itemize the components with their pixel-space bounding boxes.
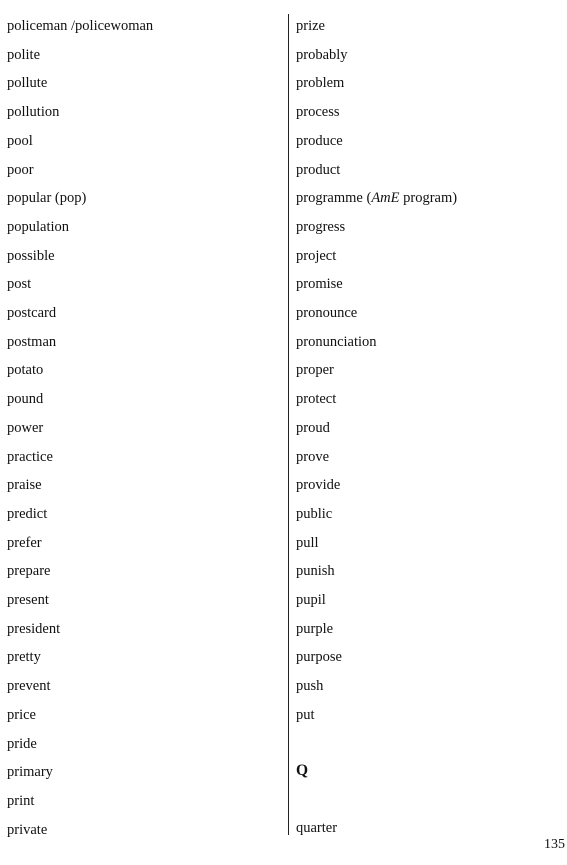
word-entry: product [296,161,341,178]
word-entry: price [7,706,36,723]
word-entry: promise [296,276,343,293]
word-entry: public [296,505,333,522]
word-entry: programme (AmE program) [296,190,458,207]
word-entry: protect [296,391,337,408]
word-entry: pronunciation [296,333,377,350]
word-entry: push [296,678,324,695]
word-entry: purple [296,620,334,637]
word-entry: prize [296,18,325,34]
variant-word: program) [399,190,458,207]
word-entry: potato [7,362,44,379]
variant-open: ( [362,190,372,207]
word-entry: primary [7,764,53,781]
word-quarter: quarter [296,820,338,836]
word-entry: pound [7,391,44,408]
word-entry: population [7,218,70,235]
word-entry: poor [7,161,34,178]
word-entry: power [7,419,44,436]
word-entry: possible [7,247,55,264]
word-entry: problem [296,75,345,92]
word-entry: punish [296,563,335,580]
word-entry: president [7,620,61,637]
word-entry: proud [296,419,330,436]
word-entry: provide [296,477,341,494]
word-entry: process [296,104,340,121]
word-entry: probably [296,46,348,63]
word-entry: popular (pop) [7,190,87,207]
word-entry: postman [7,333,57,350]
word-entry: print [7,792,35,809]
word-entry: purpose [296,649,342,666]
word-entry: prove [296,448,330,465]
word-entry: praise [7,477,42,494]
section-letter-q: Q [296,762,309,779]
word-entry: pull [296,534,319,551]
word-entry: practice [7,448,53,465]
word-entry: predict [7,505,48,522]
word-entry: pronounce [296,305,358,321]
word-entry: proper [296,362,334,379]
word-entry: private [7,821,48,838]
word-entry: prefer [7,534,42,551]
word-entry: polite [7,46,41,63]
page-number: 135 [544,837,565,852]
word-entry: policeman /policewoman [7,18,154,34]
column-divider [288,14,289,835]
word-entry: put [296,706,315,723]
word-entry: pollution [7,104,60,121]
word-entry: pupil [296,592,326,608]
word-entry: produce [296,132,343,149]
word-entry: present [7,592,49,608]
variant-region: AmE [371,190,400,207]
word-entry: pool [7,132,33,149]
word-entry: postcard [7,305,57,321]
word-entry: pretty [7,649,41,666]
word-entry: pollute [7,75,48,92]
word-entry: prevent [7,678,51,695]
word-entry: progress [296,218,346,235]
word-entry: pride [7,735,37,752]
word-entry: prepare [7,563,51,580]
word-entry: post [7,276,32,293]
word-entry: project [296,247,337,264]
